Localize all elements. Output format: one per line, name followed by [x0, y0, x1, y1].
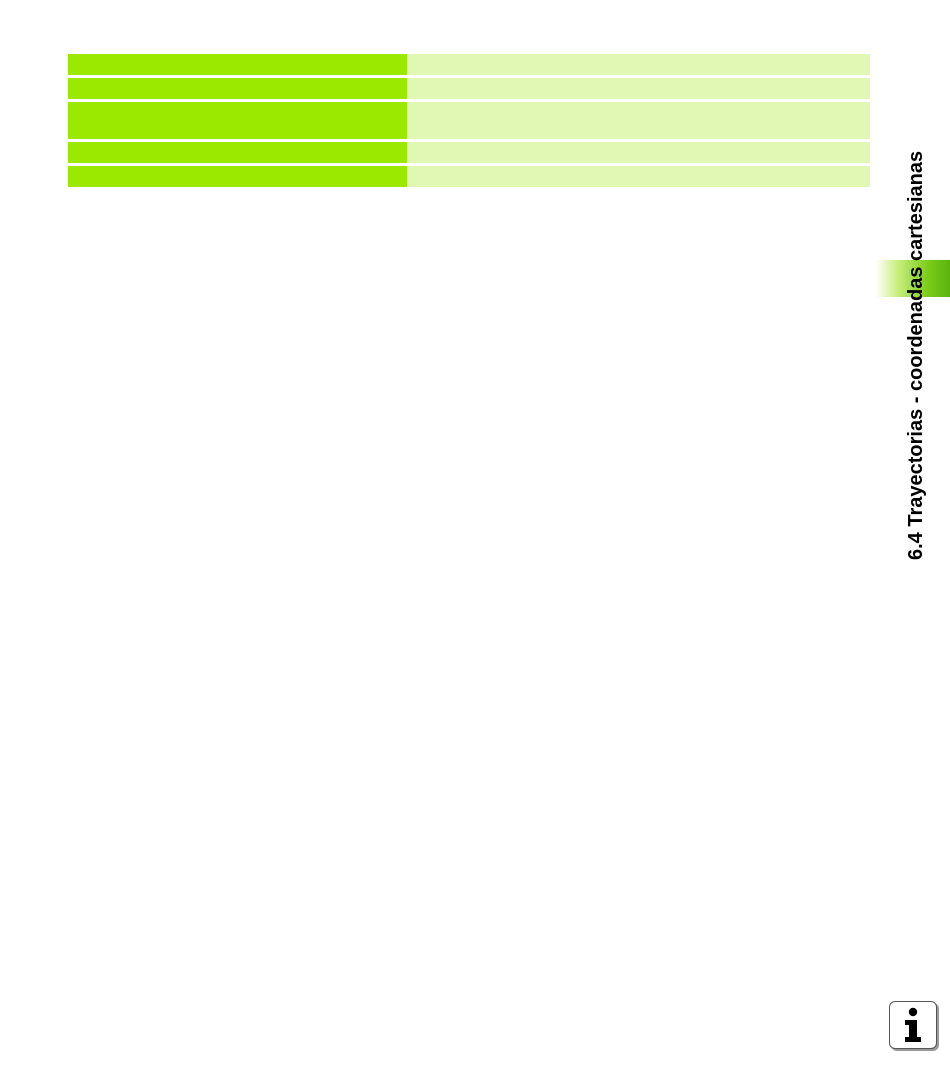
table-key-cell: [68, 166, 407, 187]
table-row: [68, 78, 870, 99]
table-key-cell: [68, 54, 407, 75]
table-value-cell: [407, 54, 870, 75]
table-key-cell: [68, 78, 407, 99]
table-row: [68, 142, 870, 163]
table-row: [68, 102, 870, 139]
info-button[interactable]: [889, 1001, 937, 1049]
info-icon: [898, 1007, 928, 1043]
chapter-title: 6.4 Trayectorias - coordenadas cartesianas: [905, 150, 927, 560]
table-value-cell: [407, 166, 870, 187]
function-table: [68, 54, 870, 187]
table-key-cell: [68, 102, 407, 139]
table-value-cell: [407, 142, 870, 163]
table-key-cell: [68, 142, 407, 163]
table-value-cell: [407, 78, 870, 99]
table-row: [68, 166, 870, 187]
table-value-cell: [407, 102, 870, 139]
table-row: [68, 54, 870, 75]
